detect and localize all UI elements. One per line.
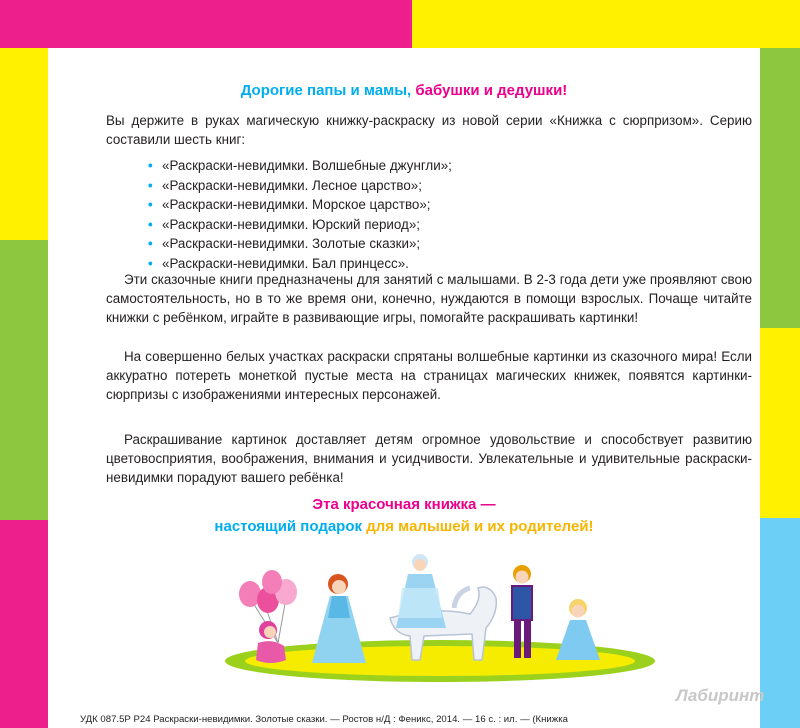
right-blue-band [760, 518, 800, 728]
slogan-line-2 [48, 518, 760, 535]
book-list-item: • «Раскраски-невидимки. Морское царство»; [148, 195, 452, 215]
left-pink-band [0, 520, 48, 728]
watermark-label: Лабиринт [676, 686, 765, 705]
princesses-illustration [220, 548, 660, 683]
red-haired-princess-figure [312, 574, 366, 663]
top-yellow-band [412, 0, 800, 48]
left-green-band [0, 240, 48, 520]
book-list-item: • «Раскраски-невидимки. Бал принцесс». [148, 254, 452, 274]
right-green-band [760, 48, 800, 328]
blonde-princess-figure [556, 599, 600, 660]
book-list [148, 156, 452, 274]
heading-part-2: бабушки и дедушки! [415, 82, 568, 99]
book-list-item: • «Раскраски-невидимки. Лесное царство»; [148, 176, 452, 196]
intro-paragraph: Вы держите в руках магическую книжку-раскраску из новой серии «Книжка с сюрпризом». Серию составили шесть книг: [106, 113, 752, 148]
slogan-text-2b: для малышей и их родителей! [366, 518, 594, 535]
paragraph-1: Эти сказочные книги предназначены для занятий с малышами. В 2-3 года дети уже проявляют свою самостоятельность, но в то же время они, конечно, нуждаются в помощи взрослых. Почаще читайте книжки с ребёнком, играйте в развивающие игры, помогайте раскрашивать картинки! [106, 272, 752, 326]
snow-princess-figure [396, 554, 446, 628]
book-list-item: • «Раскраски-невидимки. Юрский период»; [148, 215, 452, 235]
heading-part-1: Дорогие папы и мамы, [240, 82, 412, 99]
paragraph-2: На совершенно белых участках раскраски спрятаны волшебные картинки из сказочного мира! Если аккуратно потереть монеткой пустые места на страницах магических книжек, появятся картинки-сюрпризы с изображениями интересных персонажей. [106, 349, 752, 403]
page-heading [48, 82, 760, 99]
left-yellow-band [0, 48, 48, 240]
pink-princess-figure [256, 621, 286, 663]
right-yellow-band [760, 328, 800, 518]
slogan-line-1 [48, 496, 760, 513]
book-list-item: • «Раскраски-невидимки. Волшебные джунгли»; [148, 156, 452, 176]
top-pink-band [0, 0, 412, 48]
slogan-text-1: Эта красочная книжка — [312, 496, 496, 513]
book-list-item: • «Раскраски-невидимки. Золотые сказки»; [148, 234, 452, 254]
bibliographic-footer: УДК 087.5Р Р24 Раскраски-невидимки. Золотые сказки. — Ростов н/Д : Феникс, 2014. — 16 с. : ил. — (Книжка [80, 714, 568, 725]
slogan-text-2a: настоящий подарок [214, 518, 363, 535]
paragraph-3: Раскрашивание картинок доставляет детям огромное удовольствие и способствует развитию цветовосприятия, воображения, внимания и усидчивости. Увлекательные и удивительные раскраски-невидимки порадуют вашего ребёнка! [106, 432, 752, 486]
